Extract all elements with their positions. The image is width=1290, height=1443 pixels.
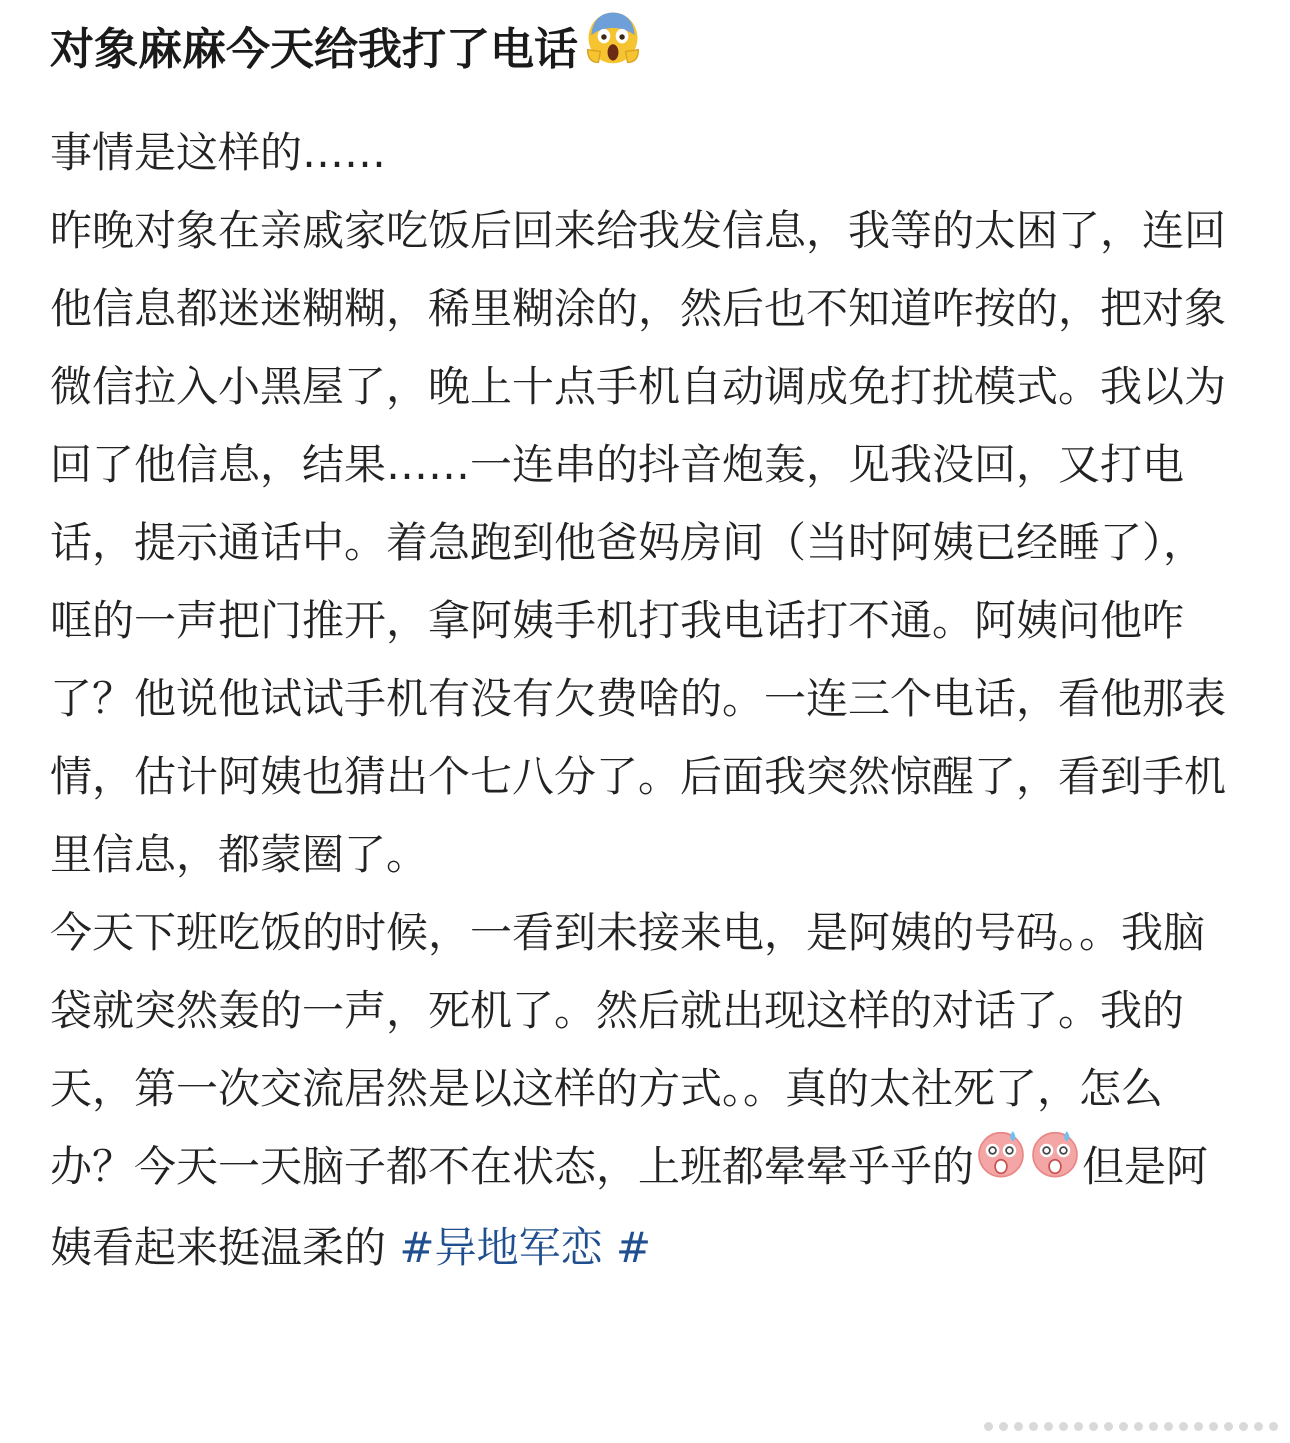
post-body xyxy=(50,114,1240,1287)
post-title xyxy=(50,0,1240,84)
post-paragraph-3-continued: 但是阿姨看起来挺温柔的 xyxy=(50,1142,1209,1272)
post xyxy=(50,0,1240,1287)
hashtag-link[interactable]: #异地军恋 # xyxy=(399,1223,652,1272)
post-title-text: 对象麻麻今天给我打了电话 xyxy=(50,24,578,75)
screaming-face-icon xyxy=(584,8,642,88)
post-paragraph-1: 事情是这样的…… xyxy=(50,128,387,177)
post-paragraph-2: 昨晚对象在亲戚家吃饭后回来给我发信息，我等的太困了，连回他信息都迷迷糊糊，稀里糊涂的，然后也不知道咋按的，把对象微信拉入小黑屋了，晚上十点手机自动调成免打扰模式。我以为回了他信息，结果……一连串的抖音炮轰，见我没回，又打电话，提示通话中。着急跑到他爸妈房间（当时阿姨已经睡了），哐的一声把门推开，拿阿姨手机打我电话打不通。阿姨问他咋了？他说他试试手机有没有欠费啥的。一连三个电话，看他那表情，估计阿姨也猜出个七八分了。后面我突然惊醒了，看到手机里信息，都蒙圈了。 xyxy=(50,206,1227,879)
watermark-dots xyxy=(984,1422,1278,1431)
dizzy-scared-face-icon xyxy=(974,1126,1028,1205)
post-paragraph-3-text: 今天下班吃饭的时候，一看到未接来电，是阿姨的号码。。我脑袋就突然轰的一声，死机了。然后就出现这样的对话了。我的天，第一次交流居然是以这样的方式。。真的太社死了，怎么办？今天一天脑子都不在状态，上班都晕晕乎乎的 xyxy=(50,908,1206,1191)
post-paragraph-3 xyxy=(50,894,1240,1287)
dizzy-scared-face-icon xyxy=(1028,1126,1082,1205)
